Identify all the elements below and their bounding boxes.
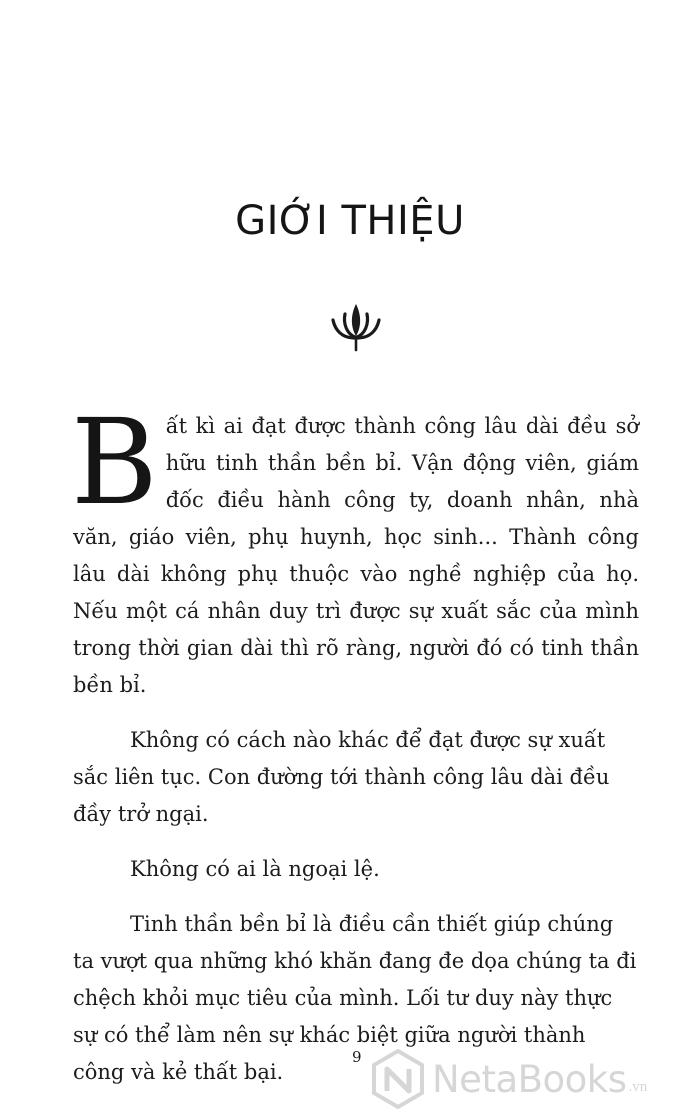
paragraph-2: Không có cách nào khác để đạt được sự xuất sắc liên tục. Con đường tới thành công lâu dài đều đầy trở ngại. <box>73 728 610 826</box>
watermark-tld: .vn <box>628 1078 648 1095</box>
chapter-title: GIỚI THIỆU <box>235 198 465 244</box>
paragraph-1 <box>71 393 639 704</box>
page-number: 9 <box>352 1048 362 1066</box>
paragraph-4: Tinh thần bền bỉ là điều cần thiết giúp chúng ta vượt qua những khó khăn đang đe dọa chúng ta đi chệch khỏi mục tiêu của mình. Lối tư duy này thực sự có thể làm nên sự khác biệt giữa người thành công và kẻ thất bại. <box>73 912 637 1084</box>
intro-text <box>71 393 639 1109</box>
watermark <box>370 1044 700 1114</box>
watermark-brand: NetaBooks <box>432 1057 627 1101</box>
paragraph-1-text: ất kì ai đạt được thành công lâu dài đều sở hữu tinh thần bền bỉ. Vận động viên, giám đốc điều hành công ty, doanh nhân, nhà văn, giáo viên, phụ huynh, học sinh... Thành công lâu dài không phụ thuộc vào nghề nghiệp của họ. Nếu một cá nhân duy trì được sự xuất sắc của mình trong thời gian dài thì rõ ràng, người đó có tinh thần bền bỉ. <box>73 414 639 697</box>
lotus-ornament-icon <box>327 300 385 352</box>
paragraph-3: Không có ai là ngoại lệ. <box>130 857 380 881</box>
netabooks-logo-icon <box>370 1049 426 1109</box>
drop-cap: B <box>71 393 158 531</box>
